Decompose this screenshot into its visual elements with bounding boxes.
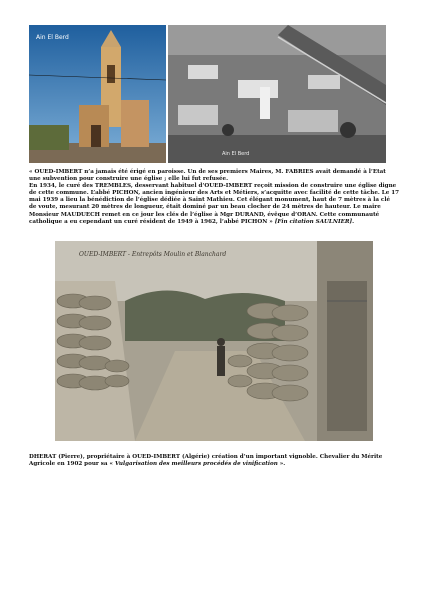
history-paragraph bbox=[29, 183, 399, 226]
intro-paragraph: « OUED-IMBERT n’a jamais été érigé en paroisse. Un de ses premiers Maires, M. FABRIES avait demandé à l’Etat une subvention pour construire une église ; elle lui fut refusée. bbox=[29, 169, 386, 183]
aerial-photo-caption: Ain El Berd bbox=[222, 151, 250, 157]
warehouse-illustration bbox=[55, 241, 373, 441]
church-photo-caption: Ain El Berd bbox=[36, 34, 69, 41]
history-text: En 1934, le curé des TREMBLES, desservant habituel d’OUED-IMBERT reçoit mission de construire une église digne de cette commune. L’abbé PICHON, ancien ingénieur des Arts et Métiers, s’acquitte avec facilité de cette tâche. Le 17 mai 1939 a lieu la bénédiction de l’église dédiée à Saint Mathieu. Cet élégant monument, haut de 7 mètres à la clé de voute, mesurant 20 mètres de longueur, était dominé par un beau clocher de 24 mètres de hauteur. Le maire Monsieur MAUDUECH remet en ce jour les clés de l’église à Mgr DURAND, évêque d’ORAN. Cette communauté catholique a eu cependant un curé résident de 1949 à 1962, l’abbé PICHON » bbox=[29, 183, 400, 225]
church-illustration bbox=[29, 25, 166, 163]
dherat-end-text: ». bbox=[277, 461, 286, 468]
aerial-photo bbox=[168, 25, 386, 163]
citation-text: [Fin citation SAULNIER]. bbox=[274, 218, 355, 225]
warehouse-photo-caption: OUED-IMBERT - Entrepôts Moulin et Blanchard bbox=[79, 251, 227, 258]
dherat-italic-text: Vulgarisation des meilleurs procédés de vinification bbox=[114, 461, 278, 468]
dherat-text bbox=[29, 454, 399, 468]
grain-warehouse-photo bbox=[55, 241, 373, 441]
church-history-text bbox=[29, 169, 399, 226]
dherat-main-text: DHERAT (Pierre), propriétaire à OUED-IMBERT (Algérie) création d’un important vignoble. Chevalier du Mérite Agricole en 1902 pour sa « bbox=[29, 454, 383, 468]
aerial-illustration bbox=[168, 25, 386, 163]
church-photo bbox=[29, 25, 166, 163]
dherat-paragraph bbox=[29, 454, 399, 468]
